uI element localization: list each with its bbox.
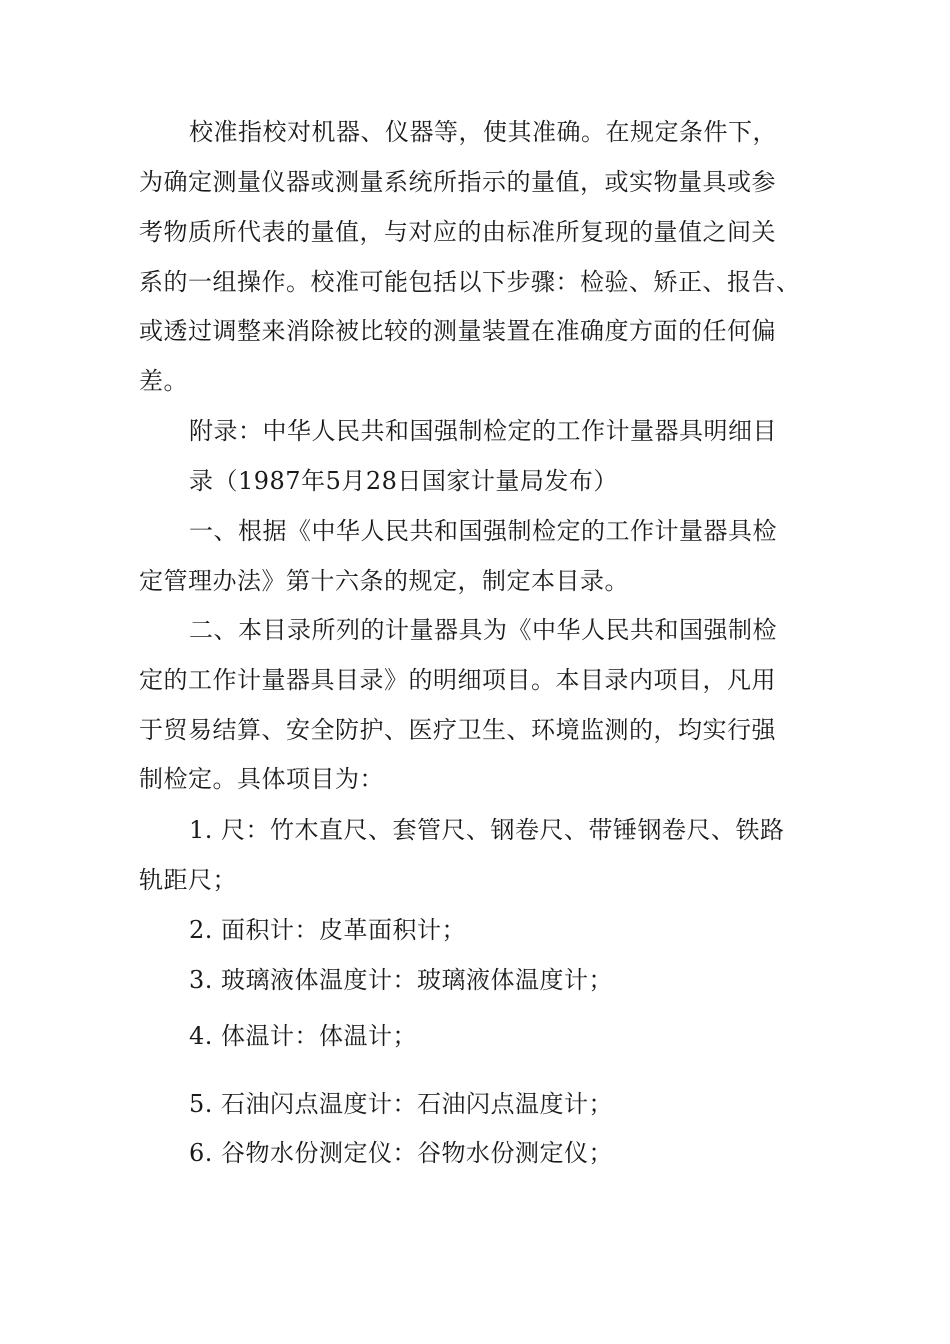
body-line: 一、根据《中华人民共和国强制检定的工作计量器具检 <box>189 517 777 545</box>
body-line: 录（1987年5月28日国家计量局发布） <box>189 467 618 495</box>
body-line: 定的工作计量器具目录》的明细项目。本目录内项目，凡用 <box>139 666 776 694</box>
body-line: 3. 玻璃液体温度计：玻璃液体温度计； <box>189 966 614 994</box>
body-line: 制检定。具体项目为： <box>139 765 384 793</box>
body-line: 校准指校对机器、仪器等，使其准确。在规定条件下， <box>189 118 777 146</box>
body-line: 系的一组操作。校准可能包括以下步骤：检验、矫正、报告、 <box>139 268 801 296</box>
body-line: 4. 体温计：体温计； <box>189 1022 418 1050</box>
body-line: 定管理办法》第十六条的规定，制定本目录。 <box>139 567 629 595</box>
body-line: 2. 面积计：皮革面积计； <box>189 916 467 944</box>
body-line: 二、本目录所列的计量器具为《中华人民共和国强制检 <box>189 616 777 644</box>
body-line: 或透过调整来消除被比较的测量装置在准确度方面的任何偏 <box>139 317 776 345</box>
body-line: 附录：中华人民共和国强制检定的工作计量器具明细目 <box>189 417 777 445</box>
body-line: 5. 石油闪点温度计：石油闪点温度计； <box>189 1090 614 1118</box>
body-line: 于贸易结算、安全防护、医疗卫生、环境监测的，均实行强 <box>139 716 776 744</box>
body-line: 6. 谷物水份测定仪：谷物水份测定仪； <box>189 1139 614 1167</box>
body-line: 考物质所代表的量值，与对应的由标准所复现的量值之间关 <box>139 218 776 246</box>
body-line: 轨距尺； <box>139 866 237 894</box>
body-line: 为确定测量仪器或测量系统所指示的量值，或实物量具或参 <box>139 168 776 196</box>
body-line: 差。 <box>139 367 188 395</box>
body-line: 1. 尺：竹木直尺、套管尺、钢卷尺、带锤钢卷尺、铁路 <box>189 816 785 844</box>
